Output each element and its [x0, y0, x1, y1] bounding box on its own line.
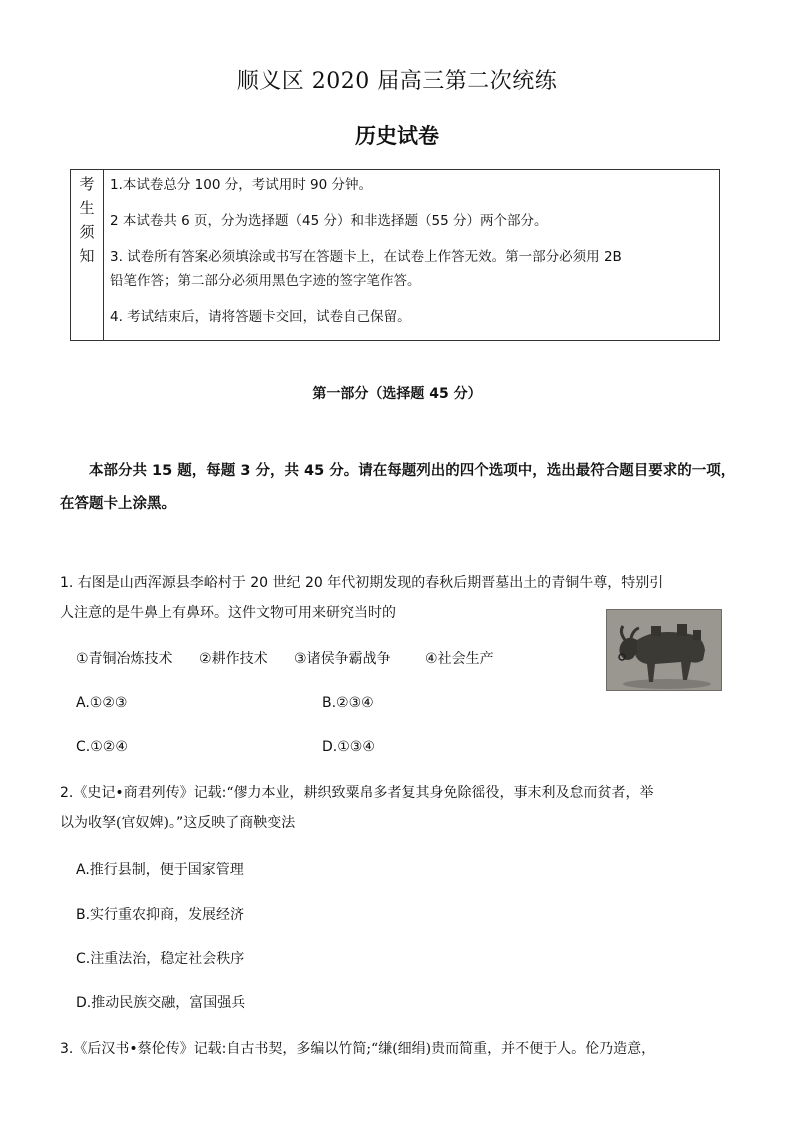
question-3-source: 3.《后汉书•蔡伦传》记载:: [60, 1041, 227, 1057]
question-1-line: 人注意的是牛鼻上有鼻环。这件文物可用来研究当时的: [60, 605, 396, 621]
question-1-item: ①青铜冶炼技术: [76, 651, 173, 667]
q2-option-a[interactable]: A.推行县制，便于国家管理: [76, 862, 244, 878]
q1-option-a[interactable]: A.①②③: [76, 695, 128, 711]
bronze-ox-icon: [607, 610, 722, 691]
exam-title: 顺义区 2020 届高三第二次统练: [236, 69, 558, 94]
exam-notice-box: [70, 169, 720, 341]
question-2-quote: “僇力本业，耕织致粟帛多者复其身免除徭役，事末利及怠而贫者，举: [226, 785, 654, 801]
q2-option-b[interactable]: B.实行重农抑商，发展经济: [76, 907, 245, 923]
question-3-line: [60, 1034, 740, 1064]
notice-item: 3. 试卷所有答案必须填涂或书写在答题卡上，在试卷上作答无效。第一部分必须用 2B: [110, 249, 622, 265]
notice-side-char: 须: [79, 223, 95, 241]
question-1-item: ②耕作技术: [199, 651, 268, 667]
question-3-quote: 自古书契，多编以竹简;“缣(细绢)贵而简重，并不便于人。伦乃造意，: [226, 1041, 656, 1057]
notice-side-char: 生: [79, 199, 95, 217]
question-2-source: 2.《史记•商君列传》记载:: [60, 785, 227, 801]
question-1-item: ③诸侯争霸战争: [294, 651, 391, 667]
subject-title: 历史试卷: [355, 123, 439, 148]
part-one-instructions: 本部分共 15 题，每题 3 分，共 45 分。请在每题列出的四个选项中，选出最符合题目要求的一项，在答题卡上涂黑。: [60, 463, 736, 512]
question-3-stem: [60, 1034, 740, 1064]
question-1-item: ④社会生产: [425, 651, 494, 667]
notice-item: 铅笔作答；第二部分必须用黑色字迹的签字笔作答。: [110, 273, 421, 289]
question-1-items: [76, 648, 516, 668]
q1-option-d[interactable]: D.①③④: [322, 739, 375, 755]
notice-side-char: 知: [79, 247, 95, 265]
question-2-line: [60, 778, 740, 808]
question-2-stem: [60, 778, 740, 838]
q2-option-d[interactable]: D.推动民族交融，富国强兵: [76, 995, 246, 1011]
q1-option-c[interactable]: C.①②④: [76, 739, 128, 755]
notice-side-label: [71, 170, 104, 340]
notice-body: [104, 170, 719, 340]
question-1-line: 1. 右图是山西浑源县李峪村于 20 世纪 20 年代初期发现的春秋后期晋墓出土的青铜牛尊，特别引: [60, 575, 664, 591]
question-2-line: [60, 808, 740, 838]
bronze-ox-zun-image: [606, 609, 722, 691]
q2-option-c[interactable]: C.注重法治，稳定社会秩序: [76, 951, 245, 967]
notice-side-char: 考: [79, 175, 95, 193]
question-2-quote-end: 以为收孥(官奴婢)。: [60, 815, 176, 831]
notice-item: 4. 考试结束后，请将答题卡交回，试卷自己保留。: [110, 309, 411, 325]
q1-option-b[interactable]: B.②③④: [322, 695, 374, 711]
question-2-prompt: ”这反映了商鞅变法: [175, 815, 296, 831]
notice-item: 2 本试卷共 6 页，分为选择题（45 分）和非选择题（55 分）两个部分。: [110, 213, 548, 229]
notice-item: 1.本试卷总分 100 分，考试用时 90 分钟。: [110, 177, 372, 193]
part-one-heading: 第一部分（选择题 45 分）: [312, 386, 482, 402]
